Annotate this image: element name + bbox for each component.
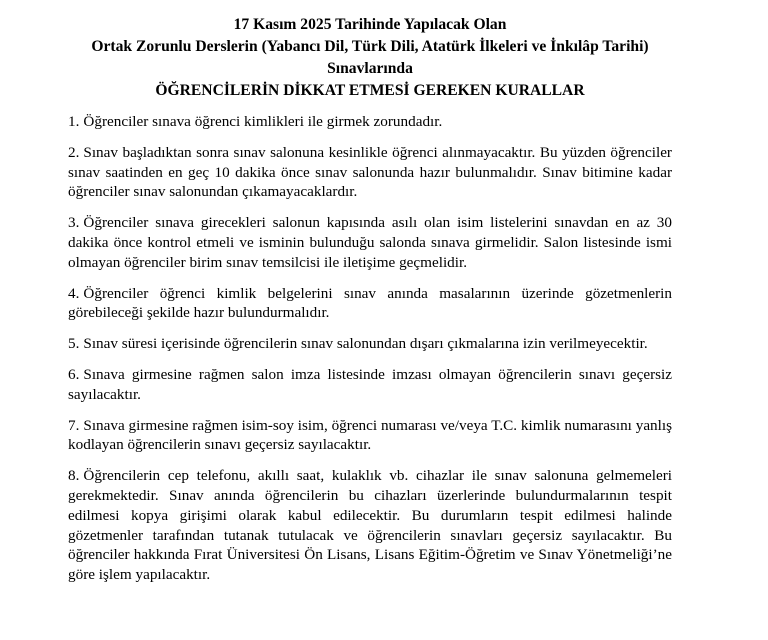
rule-item xyxy=(68,365,672,405)
rule-number: 2. xyxy=(68,143,80,161)
document-header xyxy=(68,14,672,102)
rule-number: 4. xyxy=(68,284,80,302)
rule-number: 3. xyxy=(68,214,80,232)
rule-number: 1. xyxy=(68,113,80,130)
rule-item xyxy=(68,466,672,585)
header-line-exams: Sınavlarında xyxy=(327,60,413,77)
rule-item xyxy=(68,213,672,272)
rule-text: Sınav başladıktan sonra sınav salonuna kesinlikle öğrenci alınmayacaktır. Bu yüzden öğrenciler sınav saatinden en geç 10 dakika önce sınav salonunda hazır bulunmalıdır. Sınav bitimine kadar öğrenciler sınav salonundan çıkamayacaklardır. xyxy=(68,143,672,201)
rule-item xyxy=(68,143,672,202)
rule-item xyxy=(68,112,672,132)
rules-list xyxy=(68,112,672,585)
rule-text: Sınava girmesine rağmen salon imza listesinde imzası olmayan öğrencilerin sınavı geçersiz sayılacaktır. xyxy=(68,365,672,403)
rule-item xyxy=(68,416,672,456)
document-title: ÖĞRENCİLERİN DİKKAT ETMESİ GEREKEN KURALLAR xyxy=(155,82,585,99)
rule-item xyxy=(68,284,672,324)
header-line-courses: Ortak Zorunlu Derslerin (Yabancı Dil, Türk Dili, Atatürk İlkeleri ve İnkılâp Tarihi) xyxy=(91,38,649,55)
rule-item xyxy=(68,334,672,354)
rule-number: 5. xyxy=(68,335,80,353)
rule-text: Öğrenciler sınava öğrenci kimlikleri ile girmek zorundadır. xyxy=(83,113,443,130)
rule-text: Sınav süresi içerisinde öğrencilerin sınav salonundan dışarı çıkmalarına izin verilmeyecektir. xyxy=(83,335,648,353)
rule-number: 8. xyxy=(68,467,80,485)
rule-text: Öğrenciler öğrenci kimlik belgelerini sınav anında masalarının üzerinde gözetmenlerin görebileceği şekilde hazır bulundurmalıdır. xyxy=(68,284,672,322)
header-line-date: 17 Kasım 2025 Tarihinde Yapılacak Olan xyxy=(233,16,507,33)
rule-text: Öğrencilerin cep telefonu, akıllı saat, kulaklık vb. cihazlar ile sınav salonuna gelmemeleri gerekmektedir. Sınav anında öğrencilerin bu cihazları üzerlerinde bulundurmalarının tespit edilmesi kopya girişimi olarak kabul edilecektir. Bu durumların tespit edilmesi halinde gözetmenler tarafından tutanak tutulacak ve öğrencilerin sınavları geçersiz sayılacaktır. Bu öğrenciler hakkında Fırat Üniversitesi Ön Lisans, Lisans Eğitim-Öğretim ve Sınav Yönetmeliği’ne göre işlem yapılacaktır. xyxy=(68,467,672,584)
rule-number: 6. xyxy=(68,365,80,383)
rule-text: Öğrenciler sınava girecekleri salonun kapısında asılı olan isim listelerini sınavdan en az 30 dakika önce kontrol etmeli ve isminin bulunduğu salonda sınava girmelidir. Salon listesinde ismi olmayan öğrenciler birim sınav temsilcisi ile iletişime geçmelidir. xyxy=(68,214,672,271)
rule-number: 7. xyxy=(68,416,80,434)
rule-text: Sınava girmesine rağmen isim-soy isim, öğrenci numarası ve/veya T.C. kimlik numarasını yanlış kodlayan öğrencilerin sınavı geçersiz sayılacaktır. xyxy=(68,416,672,454)
